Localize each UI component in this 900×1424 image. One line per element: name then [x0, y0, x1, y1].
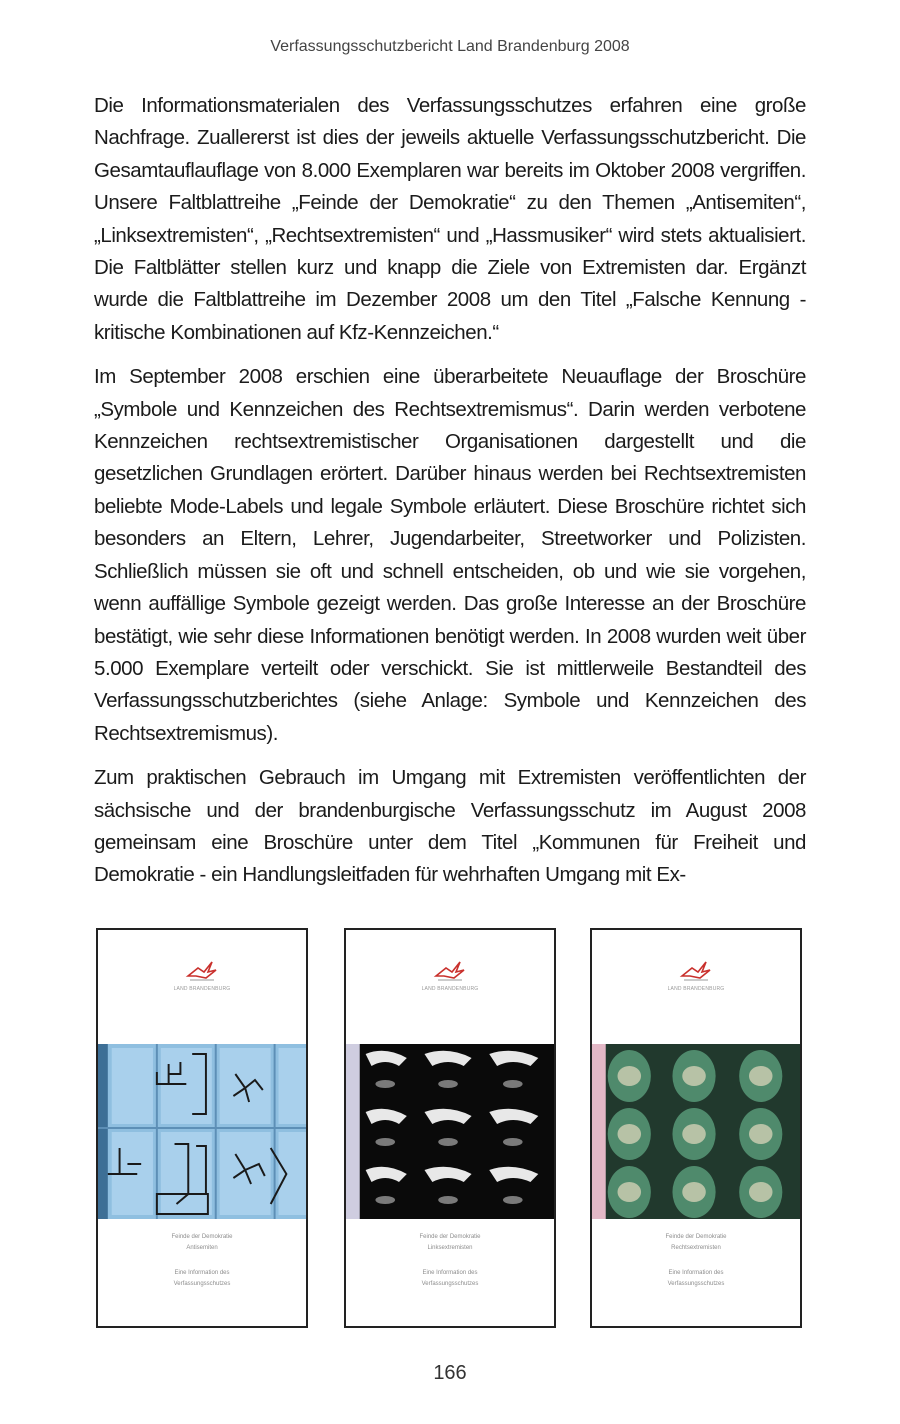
cover-caption	[346, 1232, 554, 1290]
publisher-line-2: Verfassungsschutzes	[667, 1281, 725, 1287]
series-title: Feinde der Demokratie	[665, 1234, 727, 1240]
publisher-line: Eine Information des	[422, 1270, 478, 1276]
cover-caption	[592, 1232, 800, 1290]
paragraph-kommunen-broschuere: Zum praktischen Gebrauch im Umgang mit Extremisten veröffentlichten der sächsische und der brandenburgische Verfassungsschutz im August 2008 gemeinsam eine Broschüre unter dem Titel „Kommunen für Freiheit und Demokratie - ein Handlungsleitfaden für wehrhaften Umgang mit Ex-	[94, 766, 806, 887]
logo-text: LAND BRANDENBURG	[421, 986, 479, 992]
eagle-icon	[182, 958, 222, 984]
brandenburg-logo	[592, 958, 800, 992]
eagle-icon	[430, 958, 470, 984]
topic-title: Antisemiten	[186, 1245, 218, 1251]
cover-antisemiten	[96, 928, 308, 1328]
publisher-line: Eine Information des	[174, 1270, 230, 1276]
brandenburg-logo	[346, 958, 554, 992]
series-title: Feinde der Demokratie	[419, 1234, 481, 1240]
paragraph-informationsmaterialien: Die Informationsmaterialen des Verfassungsschutzes erfahren eine große Nachfrage. Zuallererst ist dies der jeweils aktuelle Verfassungsschutzbericht. Die Gesamtauflauflage von 8.000 Exemplaren war bereits im Oktober 2008 vergriffen. Unsere Faltblattreihe „Feinde der Demokratie“ zu den Themen „Antisemiten“, „Linksextremisten“, „Rechtsextremisten“ und „Hassmusiker“ wird stets aktualisiert. Die Faltblätter stellen kurz und knapp die Ziele von Extremisten dar. Ergänzt wurde die Faltblattreihe im Dezember 2008 um den Titel „Falsche Kennung - kritische Kombinationen auf Kfz-Kennzeichen.“	[94, 94, 806, 344]
running-header: Verfassungsschutzbericht Land Brandenburg 2008	[270, 38, 630, 55]
publisher-line: Eine Information des	[668, 1270, 724, 1276]
publisher-line-2: Verfassungsschutzes	[173, 1281, 231, 1287]
logo-text: LAND BRANDENBURG	[173, 986, 231, 992]
cover-linksextremisten	[344, 928, 556, 1328]
masked-faces-photo	[346, 1044, 554, 1219]
topic-title: Rechtsextremisten	[671, 1245, 721, 1251]
ss-runes-photo	[592, 1044, 800, 1219]
paragraph-symbole-broschuere: Im September 2008 erschien eine überarbeitete Neuauflage der Broschüre „Symbole und Kennzeichen des Rechtsextremismus“. Darin werden verbotene Kennzeichen rechtsextremistischer Organisationen dargestellt und die gesetzlichen Grundlagen erörtert. Darüber hinaus werden bei Rechtsextremisten beliebte Mode-Labels und legale Symbole erläutert. Diese Broschüre richtet sich besonders an Eltern, Lehrer, Jugendarbeiter, Streetworker und Polizisten. Schließlich müssen sie oft und schnell entscheiden, ob und wie sie vorgehen, wenn auffällige Symbole gezeigt werden. Das große Interesse an der Broschüre bestätigt, wie sehr diese Informationen benötigt werden. In 2008 wurden weit über 5.000 Exemplare verteilt oder verschickt. Sie ist mittlerweile Bestandteil des Verfassungsschutzberichtes (siehe Anlage: Symbole und Kennzeichen des Rechtsextremismus).	[94, 365, 806, 745]
cover-caption	[98, 1232, 306, 1290]
swastika-graffiti-photo	[98, 1044, 306, 1219]
main-text	[94, 90, 806, 904]
cover-rechtsextremisten	[590, 928, 802, 1328]
page-number: 166	[433, 1362, 467, 1384]
publisher-line-2: Verfassungsschutzes	[421, 1281, 479, 1287]
logo-text: LAND BRANDENBURG	[667, 986, 725, 992]
topic-title: Linksextremisten	[427, 1245, 473, 1251]
brochure-covers	[96, 928, 808, 1333]
series-title: Feinde der Demokratie	[171, 1234, 233, 1240]
eagle-icon	[676, 958, 716, 984]
brandenburg-logo	[98, 958, 306, 992]
